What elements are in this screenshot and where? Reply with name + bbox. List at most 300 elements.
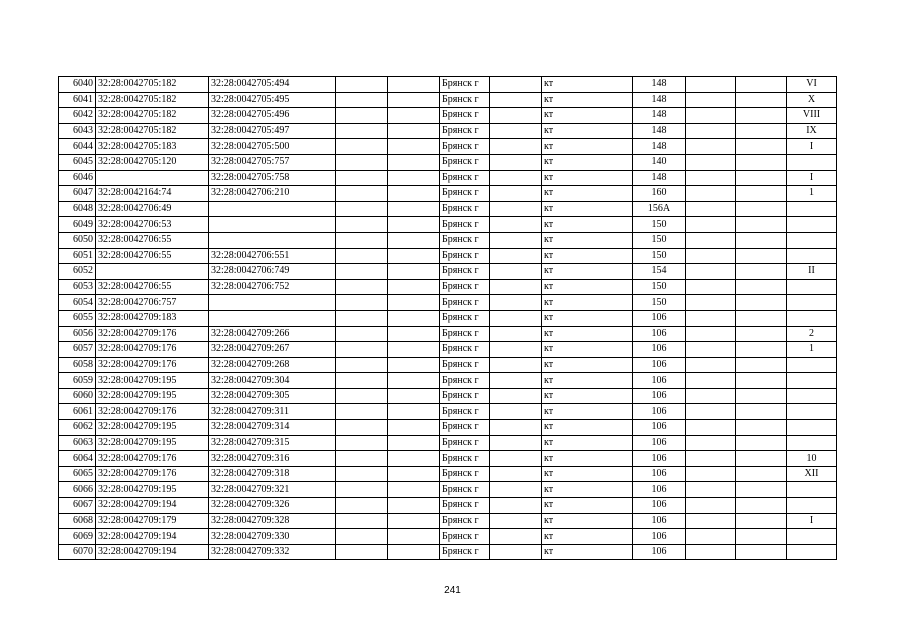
cell-col-7 — [490, 201, 542, 217]
cell-col-4 — [336, 404, 388, 420]
cell-house-number: 106 — [633, 529, 686, 545]
cell-cadastral-parent: 32:28:0042709:195 — [96, 373, 209, 389]
cell-city: Брянск г — [440, 139, 490, 155]
cell-address-type: кт — [542, 310, 633, 326]
cell-record-number: 6043 — [59, 123, 96, 139]
cell-cadastral-number: 32:28:0042709:321 — [209, 482, 336, 498]
table-row — [59, 77, 837, 93]
cell-col-4 — [336, 170, 388, 186]
cell-cadastral-parent: 32:28:0042706:55 — [96, 232, 209, 248]
cell-cadastral-parent: 32:28:0042705:182 — [96, 77, 209, 93]
table-row — [59, 435, 837, 451]
cell-col-11 — [736, 248, 787, 264]
cell-col-11 — [736, 123, 787, 139]
cell-col-4 — [336, 154, 388, 170]
cell-col-10 — [686, 357, 736, 373]
cell-cadastral-parent: 32:28:0042709:176 — [96, 466, 209, 482]
cell-cadastral-number: 32:28:0042706:752 — [209, 279, 336, 295]
cell-address-type: кт — [542, 248, 633, 264]
cell-col-5 — [388, 420, 440, 436]
cell-address-type: кт — [542, 154, 633, 170]
cell-cadastral-parent: 32:28:0042706:55 — [96, 279, 209, 295]
cell-house-number: 106 — [633, 451, 686, 467]
cell-cadastral-number — [209, 201, 336, 217]
cell-col-5 — [388, 435, 440, 451]
cell-city: Брянск г — [440, 435, 490, 451]
cell-col-5 — [388, 92, 440, 108]
cell-record-number: 6044 — [59, 139, 96, 155]
cell-cadastral-number: 32:28:0042709:304 — [209, 373, 336, 389]
cell-house-number: 148 — [633, 77, 686, 93]
cell-col-11 — [736, 232, 787, 248]
cell-address-type: кт — [542, 264, 633, 280]
cell-col-7 — [490, 513, 542, 529]
cell-cadastral-parent: 32:28:0042709:195 — [96, 435, 209, 451]
cell-house-number: 106 — [633, 310, 686, 326]
cell-address-type: кт — [542, 77, 633, 93]
cell-col-5 — [388, 326, 440, 342]
cell-address-type: кт — [542, 217, 633, 233]
cell-col-7 — [490, 373, 542, 389]
cell-address-type: кт — [542, 373, 633, 389]
cell-col-7 — [490, 248, 542, 264]
cell-apartment-number: X — [787, 92, 837, 108]
cell-cadastral-number: 32:28:0042709:305 — [209, 388, 336, 404]
cell-record-number: 6042 — [59, 108, 96, 124]
cell-col-5 — [388, 529, 440, 545]
cell-city: Брянск г — [440, 420, 490, 436]
cell-apartment-number — [787, 217, 837, 233]
cell-col-7 — [490, 295, 542, 311]
table-row — [59, 248, 837, 264]
cell-house-number: 106 — [633, 544, 686, 560]
cell-apartment-number: VIII — [787, 108, 837, 124]
cell-apartment-number: XII — [787, 466, 837, 482]
cell-record-number: 6052 — [59, 264, 96, 280]
cell-cadastral-parent: 32:28:0042706:757 — [96, 295, 209, 311]
cell-record-number: 6049 — [59, 217, 96, 233]
cell-address-type: кт — [542, 342, 633, 358]
cell-address-type: кт — [542, 186, 633, 202]
cell-house-number: 148 — [633, 108, 686, 124]
cell-col-7 — [490, 435, 542, 451]
cell-address-type: кт — [542, 357, 633, 373]
table-row — [59, 232, 837, 248]
table-row — [59, 420, 837, 436]
cell-col-10 — [686, 92, 736, 108]
cell-col-7 — [490, 217, 542, 233]
cell-col-4 — [336, 326, 388, 342]
cell-apartment-number — [787, 435, 837, 451]
cell-city: Брянск г — [440, 529, 490, 545]
cell-record-number: 6046 — [59, 170, 96, 186]
cell-cadastral-parent: 32:28:0042709:176 — [96, 326, 209, 342]
table-row — [59, 186, 837, 202]
cell-col-5 — [388, 139, 440, 155]
cell-city: Брянск г — [440, 217, 490, 233]
cell-record-number: 6045 — [59, 154, 96, 170]
cell-col-7 — [490, 357, 542, 373]
cell-house-number: 150 — [633, 279, 686, 295]
cell-col-10 — [686, 77, 736, 93]
cell-house-number: 106 — [633, 404, 686, 420]
cell-col-4 — [336, 310, 388, 326]
cell-city: Брянск г — [440, 170, 490, 186]
cell-col-10 — [686, 217, 736, 233]
cell-apartment-number — [787, 279, 837, 295]
cell-col-4 — [336, 529, 388, 545]
cell-col-4 — [336, 92, 388, 108]
cell-apartment-number: 2 — [787, 326, 837, 342]
cell-col-10 — [686, 482, 736, 498]
cell-city: Брянск г — [440, 279, 490, 295]
cell-col-10 — [686, 108, 736, 124]
cell-col-11 — [736, 139, 787, 155]
cell-col-7 — [490, 482, 542, 498]
cell-col-10 — [686, 232, 736, 248]
cell-address-type: кт — [542, 170, 633, 186]
cell-col-10 — [686, 420, 736, 436]
cell-col-7 — [490, 170, 542, 186]
cell-col-11 — [736, 154, 787, 170]
cell-address-type: кт — [542, 482, 633, 498]
cell-cadastral-number — [209, 232, 336, 248]
table-row — [59, 279, 837, 295]
cell-apartment-number — [787, 310, 837, 326]
cell-col-7 — [490, 544, 542, 560]
cell-col-10 — [686, 170, 736, 186]
cell-col-7 — [490, 92, 542, 108]
cell-cadastral-number: 32:28:0042709:314 — [209, 420, 336, 436]
cell-col-11 — [736, 201, 787, 217]
cell-city: Брянск г — [440, 451, 490, 467]
cell-col-5 — [388, 279, 440, 295]
cell-col-4 — [336, 388, 388, 404]
cell-house-number: 106 — [633, 357, 686, 373]
cell-col-4 — [336, 139, 388, 155]
cell-col-4 — [336, 108, 388, 124]
cell-col-10 — [686, 154, 736, 170]
cell-col-4 — [336, 420, 388, 436]
cell-col-4 — [336, 77, 388, 93]
cell-cadastral-parent: 32:28:0042709:195 — [96, 420, 209, 436]
cell-address-type: кт — [542, 451, 633, 467]
table-row — [59, 404, 837, 420]
cell-record-number: 6040 — [59, 77, 96, 93]
cell-apartment-number — [787, 544, 837, 560]
cell-apartment-number — [787, 404, 837, 420]
cell-col-7 — [490, 154, 542, 170]
cell-col-5 — [388, 451, 440, 467]
cell-col-11 — [736, 388, 787, 404]
cell-cadastral-parent — [96, 170, 209, 186]
cell-col-7 — [490, 529, 542, 545]
cell-col-7 — [490, 404, 542, 420]
cell-col-11 — [736, 342, 787, 358]
cell-apartment-number: I — [787, 139, 837, 155]
cell-house-number: 140 — [633, 154, 686, 170]
cell-col-10 — [686, 123, 736, 139]
cell-apartment-number — [787, 295, 837, 311]
cell-col-7 — [490, 264, 542, 280]
cell-apartment-number: II — [787, 264, 837, 280]
table-row — [59, 388, 837, 404]
cell-col-10 — [686, 295, 736, 311]
cell-apartment-number — [787, 373, 837, 389]
cell-address-type: кт — [542, 108, 633, 124]
cell-record-number: 6056 — [59, 326, 96, 342]
cell-record-number: 6053 — [59, 279, 96, 295]
cell-cadastral-parent: 32:28:0042706:55 — [96, 248, 209, 264]
cell-cadastral-parent: 32:28:0042709:195 — [96, 388, 209, 404]
cell-record-number: 6068 — [59, 513, 96, 529]
cell-col-11 — [736, 357, 787, 373]
cell-col-4 — [336, 498, 388, 514]
cell-apartment-number: VI — [787, 77, 837, 93]
cell-col-5 — [388, 388, 440, 404]
cell-city: Брянск г — [440, 108, 490, 124]
cell-record-number: 6059 — [59, 373, 96, 389]
cell-col-5 — [388, 498, 440, 514]
cell-cadastral-parent: 32:28:0042705:183 — [96, 139, 209, 155]
table-row — [59, 342, 837, 358]
cell-cadastral-parent: 32:28:0042706:49 — [96, 201, 209, 217]
cell-col-7 — [490, 451, 542, 467]
cell-house-number: 106 — [633, 498, 686, 514]
cell-col-10 — [686, 279, 736, 295]
cell-col-10 — [686, 186, 736, 202]
cell-col-5 — [388, 264, 440, 280]
cell-cadastral-number — [209, 295, 336, 311]
cell-apartment-number: 10 — [787, 451, 837, 467]
cell-cadastral-number: 32:28:0042709:316 — [209, 451, 336, 467]
cell-city: Брянск г — [440, 186, 490, 202]
table-row — [59, 451, 837, 467]
cell-cadastral-parent — [96, 264, 209, 280]
cell-col-4 — [336, 435, 388, 451]
cell-address-type: кт — [542, 232, 633, 248]
cell-address-type: кт — [542, 498, 633, 514]
cell-house-number: 150 — [633, 248, 686, 264]
cell-record-number: 6050 — [59, 232, 96, 248]
cell-city: Брянск г — [440, 482, 490, 498]
cell-col-5 — [388, 342, 440, 358]
cell-cadastral-number: 32:28:0042705:495 — [209, 92, 336, 108]
cell-house-number: 106 — [633, 420, 686, 436]
cell-city: Брянск г — [440, 264, 490, 280]
cell-house-number: 156А — [633, 201, 686, 217]
cell-record-number: 6060 — [59, 388, 96, 404]
cell-city: Брянск г — [440, 466, 490, 482]
cell-cadastral-number: 32:28:0042709:311 — [209, 404, 336, 420]
cell-col-10 — [686, 529, 736, 545]
cell-col-5 — [388, 217, 440, 233]
cell-col-11 — [736, 529, 787, 545]
cell-city: Брянск г — [440, 232, 490, 248]
cell-cadastral-number: 32:28:0042705:500 — [209, 139, 336, 155]
cell-apartment-number: 1 — [787, 342, 837, 358]
cell-address-type: кт — [542, 388, 633, 404]
cell-cadastral-parent: 32:28:0042164:74 — [96, 186, 209, 202]
cell-address-type: кт — [542, 466, 633, 482]
cell-cadastral-number: 32:28:0042709:318 — [209, 466, 336, 482]
cell-col-11 — [736, 108, 787, 124]
cell-col-10 — [686, 544, 736, 560]
cell-apartment-number — [787, 154, 837, 170]
cell-col-7 — [490, 232, 542, 248]
cell-cadastral-number: 32:28:0042705:494 — [209, 77, 336, 93]
cell-house-number: 148 — [633, 92, 686, 108]
cell-col-11 — [736, 404, 787, 420]
cell-cadastral-parent: 32:28:0042709:183 — [96, 310, 209, 326]
cell-house-number: 150 — [633, 217, 686, 233]
cell-house-number: 106 — [633, 513, 686, 529]
cell-col-4 — [336, 248, 388, 264]
cell-city: Брянск г — [440, 388, 490, 404]
cell-col-4 — [336, 544, 388, 560]
cell-col-5 — [388, 482, 440, 498]
cell-cadastral-parent: 32:28:0042705:182 — [96, 92, 209, 108]
cell-col-4 — [336, 264, 388, 280]
cell-house-number: 150 — [633, 232, 686, 248]
cell-house-number: 106 — [633, 388, 686, 404]
cell-col-5 — [388, 108, 440, 124]
cell-house-number: 106 — [633, 326, 686, 342]
cell-house-number: 106 — [633, 435, 686, 451]
cell-house-number: 148 — [633, 170, 686, 186]
cell-cadastral-parent: 32:28:0042705:120 — [96, 154, 209, 170]
table-row — [59, 92, 837, 108]
cell-col-10 — [686, 248, 736, 264]
cell-record-number: 6058 — [59, 357, 96, 373]
cell-col-5 — [388, 77, 440, 93]
cell-col-5 — [388, 310, 440, 326]
cell-address-type: кт — [542, 404, 633, 420]
cell-house-number: 148 — [633, 123, 686, 139]
cell-col-7 — [490, 186, 542, 202]
cell-col-11 — [736, 435, 787, 451]
cell-city: Брянск г — [440, 498, 490, 514]
cell-col-5 — [388, 123, 440, 139]
cell-record-number: 6061 — [59, 404, 96, 420]
cell-col-7 — [490, 310, 542, 326]
cell-cadastral-number: 32:28:0042709:266 — [209, 326, 336, 342]
cell-col-11 — [736, 295, 787, 311]
cell-col-5 — [388, 201, 440, 217]
cell-city: Брянск г — [440, 295, 490, 311]
cell-cadastral-parent: 32:28:0042709:194 — [96, 529, 209, 545]
cell-record-number: 6055 — [59, 310, 96, 326]
cell-col-5 — [388, 248, 440, 264]
cell-col-7 — [490, 139, 542, 155]
cell-city: Брянск г — [440, 544, 490, 560]
cell-col-5 — [388, 154, 440, 170]
cell-col-10 — [686, 310, 736, 326]
cell-city: Брянск г — [440, 513, 490, 529]
cell-col-11 — [736, 326, 787, 342]
cell-address-type: кт — [542, 420, 633, 436]
cell-cadastral-number: 32:28:0042709:330 — [209, 529, 336, 545]
cell-col-10 — [686, 498, 736, 514]
cell-record-number: 6063 — [59, 435, 96, 451]
cell-cadastral-parent: 32:28:0042705:182 — [96, 108, 209, 124]
cell-house-number: 106 — [633, 373, 686, 389]
table-row — [59, 201, 837, 217]
cell-col-11 — [736, 186, 787, 202]
table-row — [59, 264, 837, 280]
cell-col-7 — [490, 466, 542, 482]
cell-col-11 — [736, 466, 787, 482]
cell-col-7 — [490, 420, 542, 436]
cell-record-number: 6054 — [59, 295, 96, 311]
cell-record-number: 6070 — [59, 544, 96, 560]
cell-cadastral-parent: 32:28:0042709:176 — [96, 357, 209, 373]
cell-cadastral-number: 32:28:0042709:328 — [209, 513, 336, 529]
cell-address-type: кт — [542, 295, 633, 311]
table-row — [59, 513, 837, 529]
cell-col-11 — [736, 279, 787, 295]
cell-col-4 — [336, 466, 388, 482]
cell-col-4 — [336, 217, 388, 233]
cell-col-5 — [388, 295, 440, 311]
cell-col-10 — [686, 451, 736, 467]
cell-apartment-number: IX — [787, 123, 837, 139]
cell-apartment-number: I — [787, 170, 837, 186]
cell-city: Брянск г — [440, 77, 490, 93]
cell-cadastral-number: 32:28:0042709:268 — [209, 357, 336, 373]
cell-col-5 — [388, 357, 440, 373]
table-row — [59, 466, 837, 482]
cell-col-7 — [490, 326, 542, 342]
cell-record-number: 6064 — [59, 451, 96, 467]
table-row — [59, 217, 837, 233]
cell-record-number: 6069 — [59, 529, 96, 545]
cell-col-10 — [686, 435, 736, 451]
cell-city: Брянск г — [440, 92, 490, 108]
cell-cadastral-parent: 32:28:0042709:176 — [96, 342, 209, 358]
cell-record-number: 6057 — [59, 342, 96, 358]
registry-table — [58, 76, 837, 560]
cell-record-number: 6067 — [59, 498, 96, 514]
cell-col-5 — [388, 373, 440, 389]
cell-apartment-number — [787, 420, 837, 436]
cell-cadastral-parent: 32:28:0042709:194 — [96, 498, 209, 514]
cell-col-5 — [388, 544, 440, 560]
cell-col-11 — [736, 310, 787, 326]
table-row — [59, 170, 837, 186]
cell-city: Брянск г — [440, 310, 490, 326]
cell-col-7 — [490, 498, 542, 514]
cell-cadastral-number: 32:28:0042706:210 — [209, 186, 336, 202]
cell-house-number: 106 — [633, 482, 686, 498]
cell-col-7 — [490, 342, 542, 358]
cell-col-10 — [686, 326, 736, 342]
cell-address-type: кт — [542, 435, 633, 451]
cell-col-5 — [388, 513, 440, 529]
cell-col-4 — [336, 513, 388, 529]
cell-city: Брянск г — [440, 201, 490, 217]
cell-col-10 — [686, 342, 736, 358]
cell-cadastral-parent: 32:28:0042709:195 — [96, 482, 209, 498]
table-row — [59, 482, 837, 498]
cell-address-type: кт — [542, 279, 633, 295]
cell-record-number: 6062 — [59, 420, 96, 436]
cell-cadastral-parent: 32:28:0042709:176 — [96, 451, 209, 467]
cell-col-11 — [736, 498, 787, 514]
cell-record-number: 6051 — [59, 248, 96, 264]
cell-col-7 — [490, 388, 542, 404]
cell-address-type: кт — [542, 326, 633, 342]
